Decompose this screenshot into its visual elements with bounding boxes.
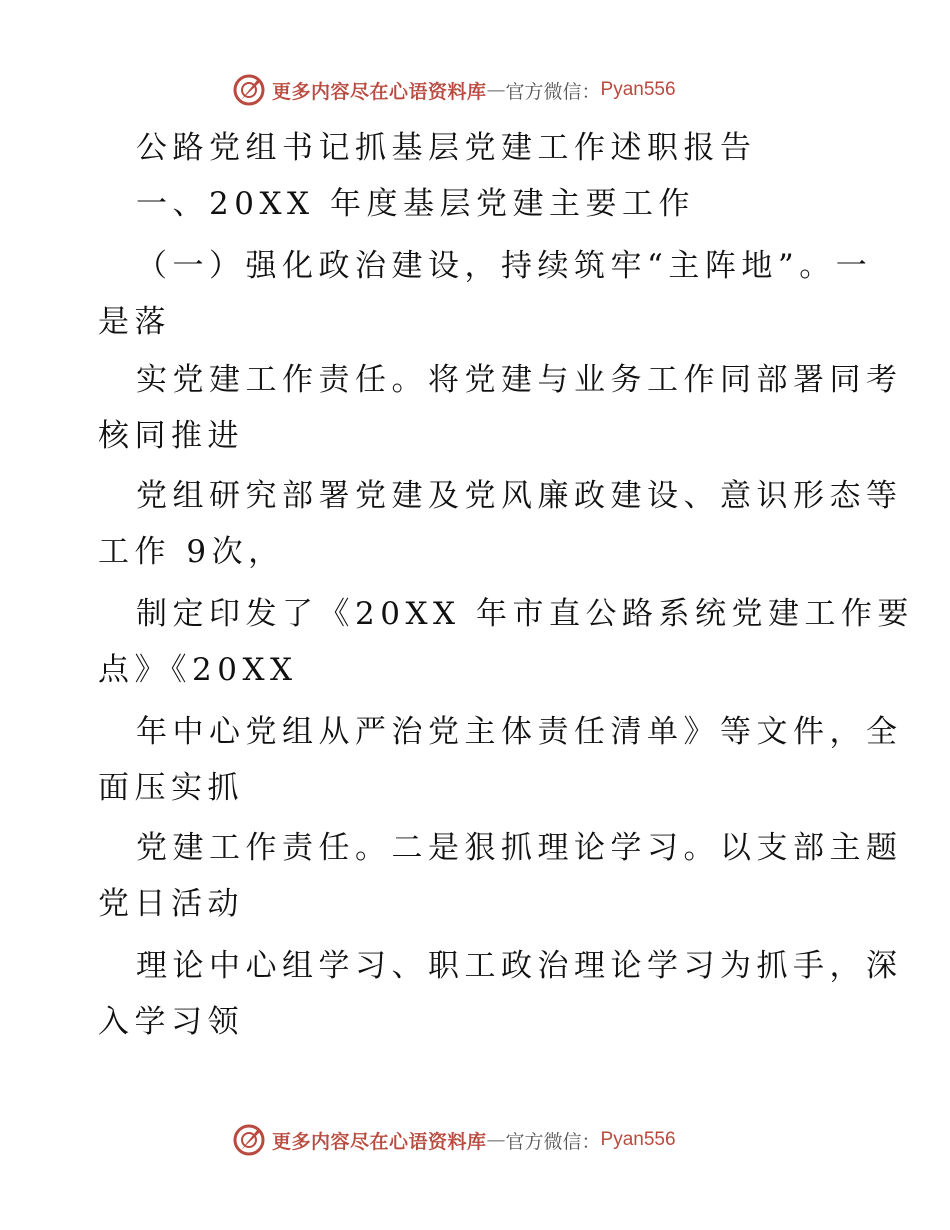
watermark-wechat-id: Pyan556 (600, 1129, 676, 1150)
watermark-label: 官方微信： (505, 80, 601, 103)
watermark-dash: — (486, 1129, 506, 1151)
watermark-brand: 更多内容尽在心语资料库 (272, 80, 487, 103)
paragraph-line: 党建工作责任。二是狠抓理论学习。以支部主题 (136, 830, 903, 866)
watermark-brand: 更多内容尽在心语资料库 (272, 1130, 487, 1153)
paragraph-line: 年中心党组从严治党主体责任清单》等文件，全 (136, 714, 903, 750)
paragraph-line: 党日活动 (98, 886, 244, 922)
quill-pen-icon (232, 73, 266, 107)
footer-watermark (232, 1120, 676, 1160)
watermark-label: 官方微信： (505, 1130, 601, 1153)
paragraph-line: 点》《20XX (98, 652, 298, 688)
header-watermark (232, 70, 676, 110)
paragraph-line: （一）强化政治建设，持续筑牢“主阵地”。一 (136, 248, 873, 284)
paragraph-line: 是落 (98, 304, 171, 340)
paragraph-line: 党组研究部署党建及党风廉政建设、意识形态等 (136, 478, 903, 514)
section-heading: 一、20XX 年度基层党建主要工作 (136, 186, 695, 222)
document-title: 公路党组书记抓基层党建工作述职报告 (136, 130, 757, 166)
paragraph-line: 制定印发了《20XX 年市直公路系统党建工作要 (136, 596, 914, 632)
paragraph-line: 面压实抓 (98, 770, 244, 806)
watermark-dash: — (486, 79, 506, 101)
paragraph-line: 实党建工作责任。将党建与业务工作同部署同考 (136, 362, 903, 398)
paragraph-line: 工作 9次， (98, 534, 285, 570)
quill-pen-icon (232, 1123, 266, 1157)
watermark-wechat-id: Pyan556 (600, 79, 676, 100)
paragraph-line: 入学习领 (98, 1004, 244, 1040)
paragraph-line: 核同推进 (98, 418, 244, 454)
paragraph-line: 理论中心组学习、职工政治理论学习为抓手，深 (136, 948, 903, 984)
